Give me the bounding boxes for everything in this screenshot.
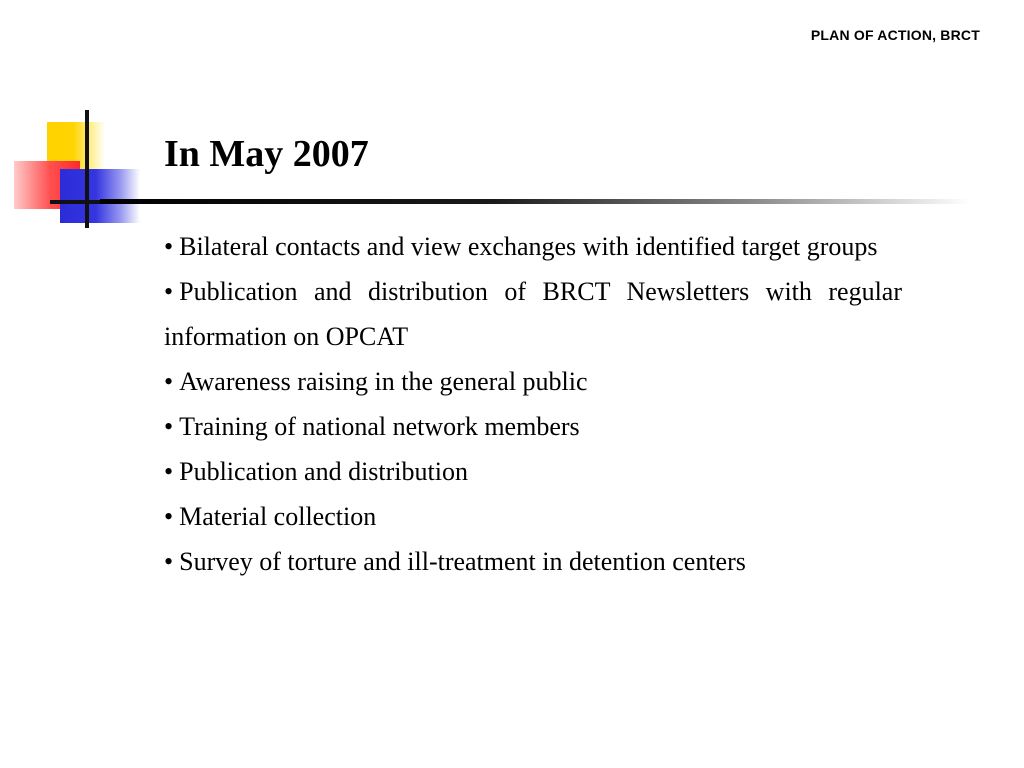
bullet-item [164,494,902,539]
vertical-line [85,110,89,228]
decorative-logo-blocks [0,100,160,240]
bullet-list [164,224,902,584]
header-tag: PLAN OF ACTION, BRCT [810,27,980,43]
bullet-text: Material collection [179,502,377,531]
bullet-text: Bilateral contacts and view exchanges with identified target groups [179,232,878,261]
bullet-mark: • [164,277,174,306]
bullet-text: Publication and distribution [179,457,468,486]
bullet-item [164,449,902,494]
bullet-item [164,224,902,269]
bullet-mark: • [164,547,174,576]
bullet-mark: • [164,367,174,396]
bullet-text: Publication and distribution of BRCT Newsletters with regular information on OPCAT [164,277,902,351]
slide-title: In May 2007 [164,133,369,175]
bullet-mark: • [164,412,174,441]
bullet-item [164,269,902,359]
title-divider [100,199,970,204]
bullet-text: Awareness raising in the general public [179,367,588,396]
bullet-mark: • [164,502,174,531]
bullet-text: Training of national network members [179,412,580,441]
bullet-item [164,404,902,449]
bullet-item [164,539,902,584]
bullet-mark: • [164,232,174,261]
bullet-mark: • [164,457,174,486]
bullet-item [164,359,902,404]
bullet-text: Survey of torture and ill-treatment in detention centers [179,547,746,576]
blue-square [60,169,140,223]
